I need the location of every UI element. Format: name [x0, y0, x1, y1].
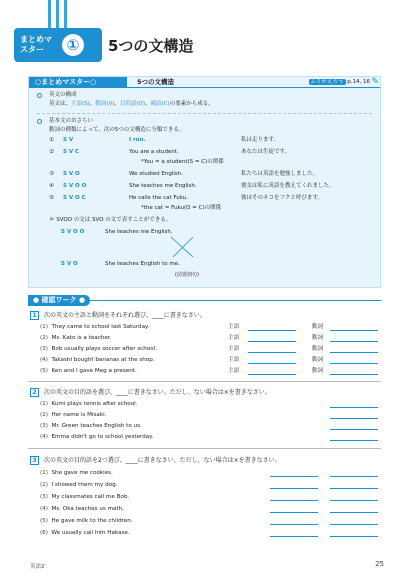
question-number: 2 — [30, 388, 39, 397]
answer-blank[interactable] — [330, 506, 378, 513]
sec2-body: 動詞の種類によって、次の5つの文構造に分類できる。 — [49, 127, 185, 133]
answer-blank[interactable] — [330, 470, 378, 477]
list-item: (2) Her name is Misaki. — [40, 412, 107, 418]
pattern-note: *You = a student(S = C)の関係 — [141, 159, 224, 165]
subject-label: 主語 — [228, 346, 240, 352]
answer-blank[interactable] — [330, 357, 378, 364]
answer-blank[interactable] — [330, 434, 378, 441]
answer-blank[interactable] — [248, 346, 296, 353]
list-item: (4) Takashi bought bananas at the shop. — [40, 357, 155, 363]
answer-blank[interactable] — [270, 530, 318, 537]
svo-example: She teaches English to me. — [105, 261, 180, 267]
divider — [28, 381, 381, 382]
pattern-formula: S V — [63, 137, 74, 143]
question-instruction: 次の英文の目的語を2つ選び、____に書きなさい。ただし、ない場合は×を書きなさい。 — [44, 457, 281, 464]
list-item: (5) He gave milk to the children. — [40, 518, 133, 524]
list-item: (5) Ken and I gave Meg a present. — [40, 368, 137, 374]
page-number: 25 — [375, 560, 384, 568]
lesson-badge — [14, 28, 102, 62]
list-item: (4) Emma didn't go to school yesterday. — [40, 434, 154, 440]
answer-blank[interactable] — [270, 506, 318, 513]
answer-blank[interactable] — [270, 470, 318, 477]
reference-tag: ふりかえろう — [310, 79, 344, 85]
list-item: (3) Bob usually plays soccer after school. — [40, 346, 157, 352]
answer-blank[interactable] — [330, 423, 378, 430]
panel-header — [29, 77, 380, 88]
pattern-formula: S V C — [63, 149, 80, 155]
answer-blank[interactable] — [248, 357, 296, 364]
divider — [37, 113, 372, 114]
pattern-no: ⑤ — [49, 195, 54, 201]
answer-blank[interactable] — [248, 368, 296, 375]
pencil-icon: ✎ — [371, 77, 379, 87]
panel-head-label: ○まとめマスター○ — [29, 77, 127, 88]
verb-label: 動詞 — [312, 346, 324, 352]
pattern-translation: 私は走ります。 — [241, 137, 280, 143]
svo-note: (前置詞句) — [175, 272, 199, 278]
pattern-note: *the cat = Fuku(O = C)の関係 — [141, 205, 222, 211]
answer-blank[interactable] — [330, 346, 378, 353]
subject-label: 主語 — [228, 357, 240, 363]
footer-label: 英語2 — [30, 564, 45, 570]
answer-blank[interactable] — [330, 518, 378, 525]
pattern-formula: S V O — [63, 171, 80, 177]
question-number: 3 — [30, 456, 39, 465]
answer-blank[interactable] — [270, 494, 318, 501]
pattern-formula: S V O O — [63, 183, 87, 189]
answer-blank[interactable] — [330, 335, 378, 342]
pattern-no: ④ — [49, 183, 54, 189]
question-number: 1 — [30, 311, 39, 320]
pattern-example: We studied English. — [129, 171, 184, 177]
pattern-no: ③ — [49, 171, 54, 177]
svoo-formula: S V O O — [61, 229, 85, 235]
answer-blank[interactable] — [330, 482, 378, 489]
pattern-formula: S V O C — [63, 195, 86, 201]
answer-blank[interactable] — [330, 494, 378, 501]
pattern-example: She teaches me English. — [129, 183, 197, 189]
svoo-rule: ＊ SVOO の文は SVO の文で表すことができる。 — [49, 217, 172, 223]
badge-text: まとめマスター — [20, 35, 52, 54]
list-item: (6) We usually call him Hakase. — [40, 530, 130, 536]
answer-blank[interactable] — [248, 335, 296, 342]
reference-link[interactable] — [309, 78, 371, 87]
list-item: (1) Kumi plays tennis after school. — [40, 401, 138, 407]
pattern-example: You are a student. — [129, 149, 179, 155]
pattern-translation: 彼女は私に英語を教えてくれました。 — [241, 183, 335, 189]
list-item: (3) My classmates call me Bob. — [40, 494, 130, 500]
verb-label: 動詞 — [312, 368, 324, 374]
subject-label: 主語 — [228, 335, 240, 341]
bullet-icon — [37, 93, 42, 98]
divider — [28, 448, 381, 449]
svoo-example: She teaches me English. — [105, 229, 173, 235]
reference-page: p.14, 16 — [347, 79, 370, 85]
verb-label: 動詞 — [312, 335, 324, 341]
badge-number: ① — [62, 34, 84, 56]
subject-label: 主語 — [228, 368, 240, 374]
sec2-title: 基本文のおさらい — [49, 118, 94, 124]
pattern-example: He calls the cat Fuku. — [129, 195, 189, 201]
sec1-body: 英文は、主語(S)、動詞(V)、目的語(O)、補語(C)の要素から成る。 — [49, 101, 214, 107]
verb-label: 動詞 — [312, 357, 324, 363]
pattern-example: I run. — [129, 137, 146, 143]
pattern-no: ② — [49, 149, 54, 155]
verb-label: 動詞 — [312, 324, 324, 330]
list-item: (2) Ms. Kato is a teacher. — [40, 335, 112, 341]
svo-formula: S V O — [61, 261, 78, 267]
section-line — [90, 300, 381, 301]
list-item: (2) I showed them my dog. — [40, 482, 118, 488]
pattern-translation: 彼はそのネコをフクと呼びます。 — [241, 195, 323, 201]
answer-blank[interactable] — [330, 412, 378, 419]
pattern-translation: あなたは生徒です。 — [241, 149, 291, 155]
sec1-title: 英文の構成 — [49, 92, 77, 98]
list-item: (1) She gave me cookies. — [40, 470, 113, 476]
answer-blank[interactable] — [330, 530, 378, 537]
pattern-no: ① — [49, 137, 54, 143]
list-item: (3) Mr. Green teaches English to us. — [40, 423, 142, 429]
question-instruction: 次の英文の目的語を選び、____に書きなさい。ただし、ない場合は×を書きなさい。 — [44, 389, 271, 396]
list-item: (4) Ms. Oka teaches us math. — [40, 506, 124, 512]
answer-blank[interactable] — [270, 518, 318, 525]
panel-sub-title: 5つの文構造 — [137, 78, 175, 86]
bullet-icon — [37, 119, 42, 124]
page-title: 5つの文構造 — [108, 37, 194, 55]
section-label: ● 確認ワーク ● — [28, 295, 90, 306]
summary-panel — [28, 76, 381, 288]
answer-blank[interactable] — [270, 482, 318, 489]
list-item: (1) They came to school last Saturday. — [40, 324, 150, 330]
answer-blank[interactable] — [248, 324, 296, 331]
pattern-translation: 私たちは英語を勉強しました。 — [241, 171, 319, 177]
answer-blank[interactable] — [330, 401, 378, 408]
question-instruction: 次の英文の主語と動詞をそれぞれ選び、____に書きなさい。 — [44, 312, 206, 319]
section-header — [28, 295, 381, 306]
subject-label: 主語 — [228, 324, 240, 330]
answer-blank[interactable] — [330, 324, 378, 331]
swap-arrow-icon — [169, 235, 199, 261]
answer-blank[interactable] — [330, 368, 378, 375]
